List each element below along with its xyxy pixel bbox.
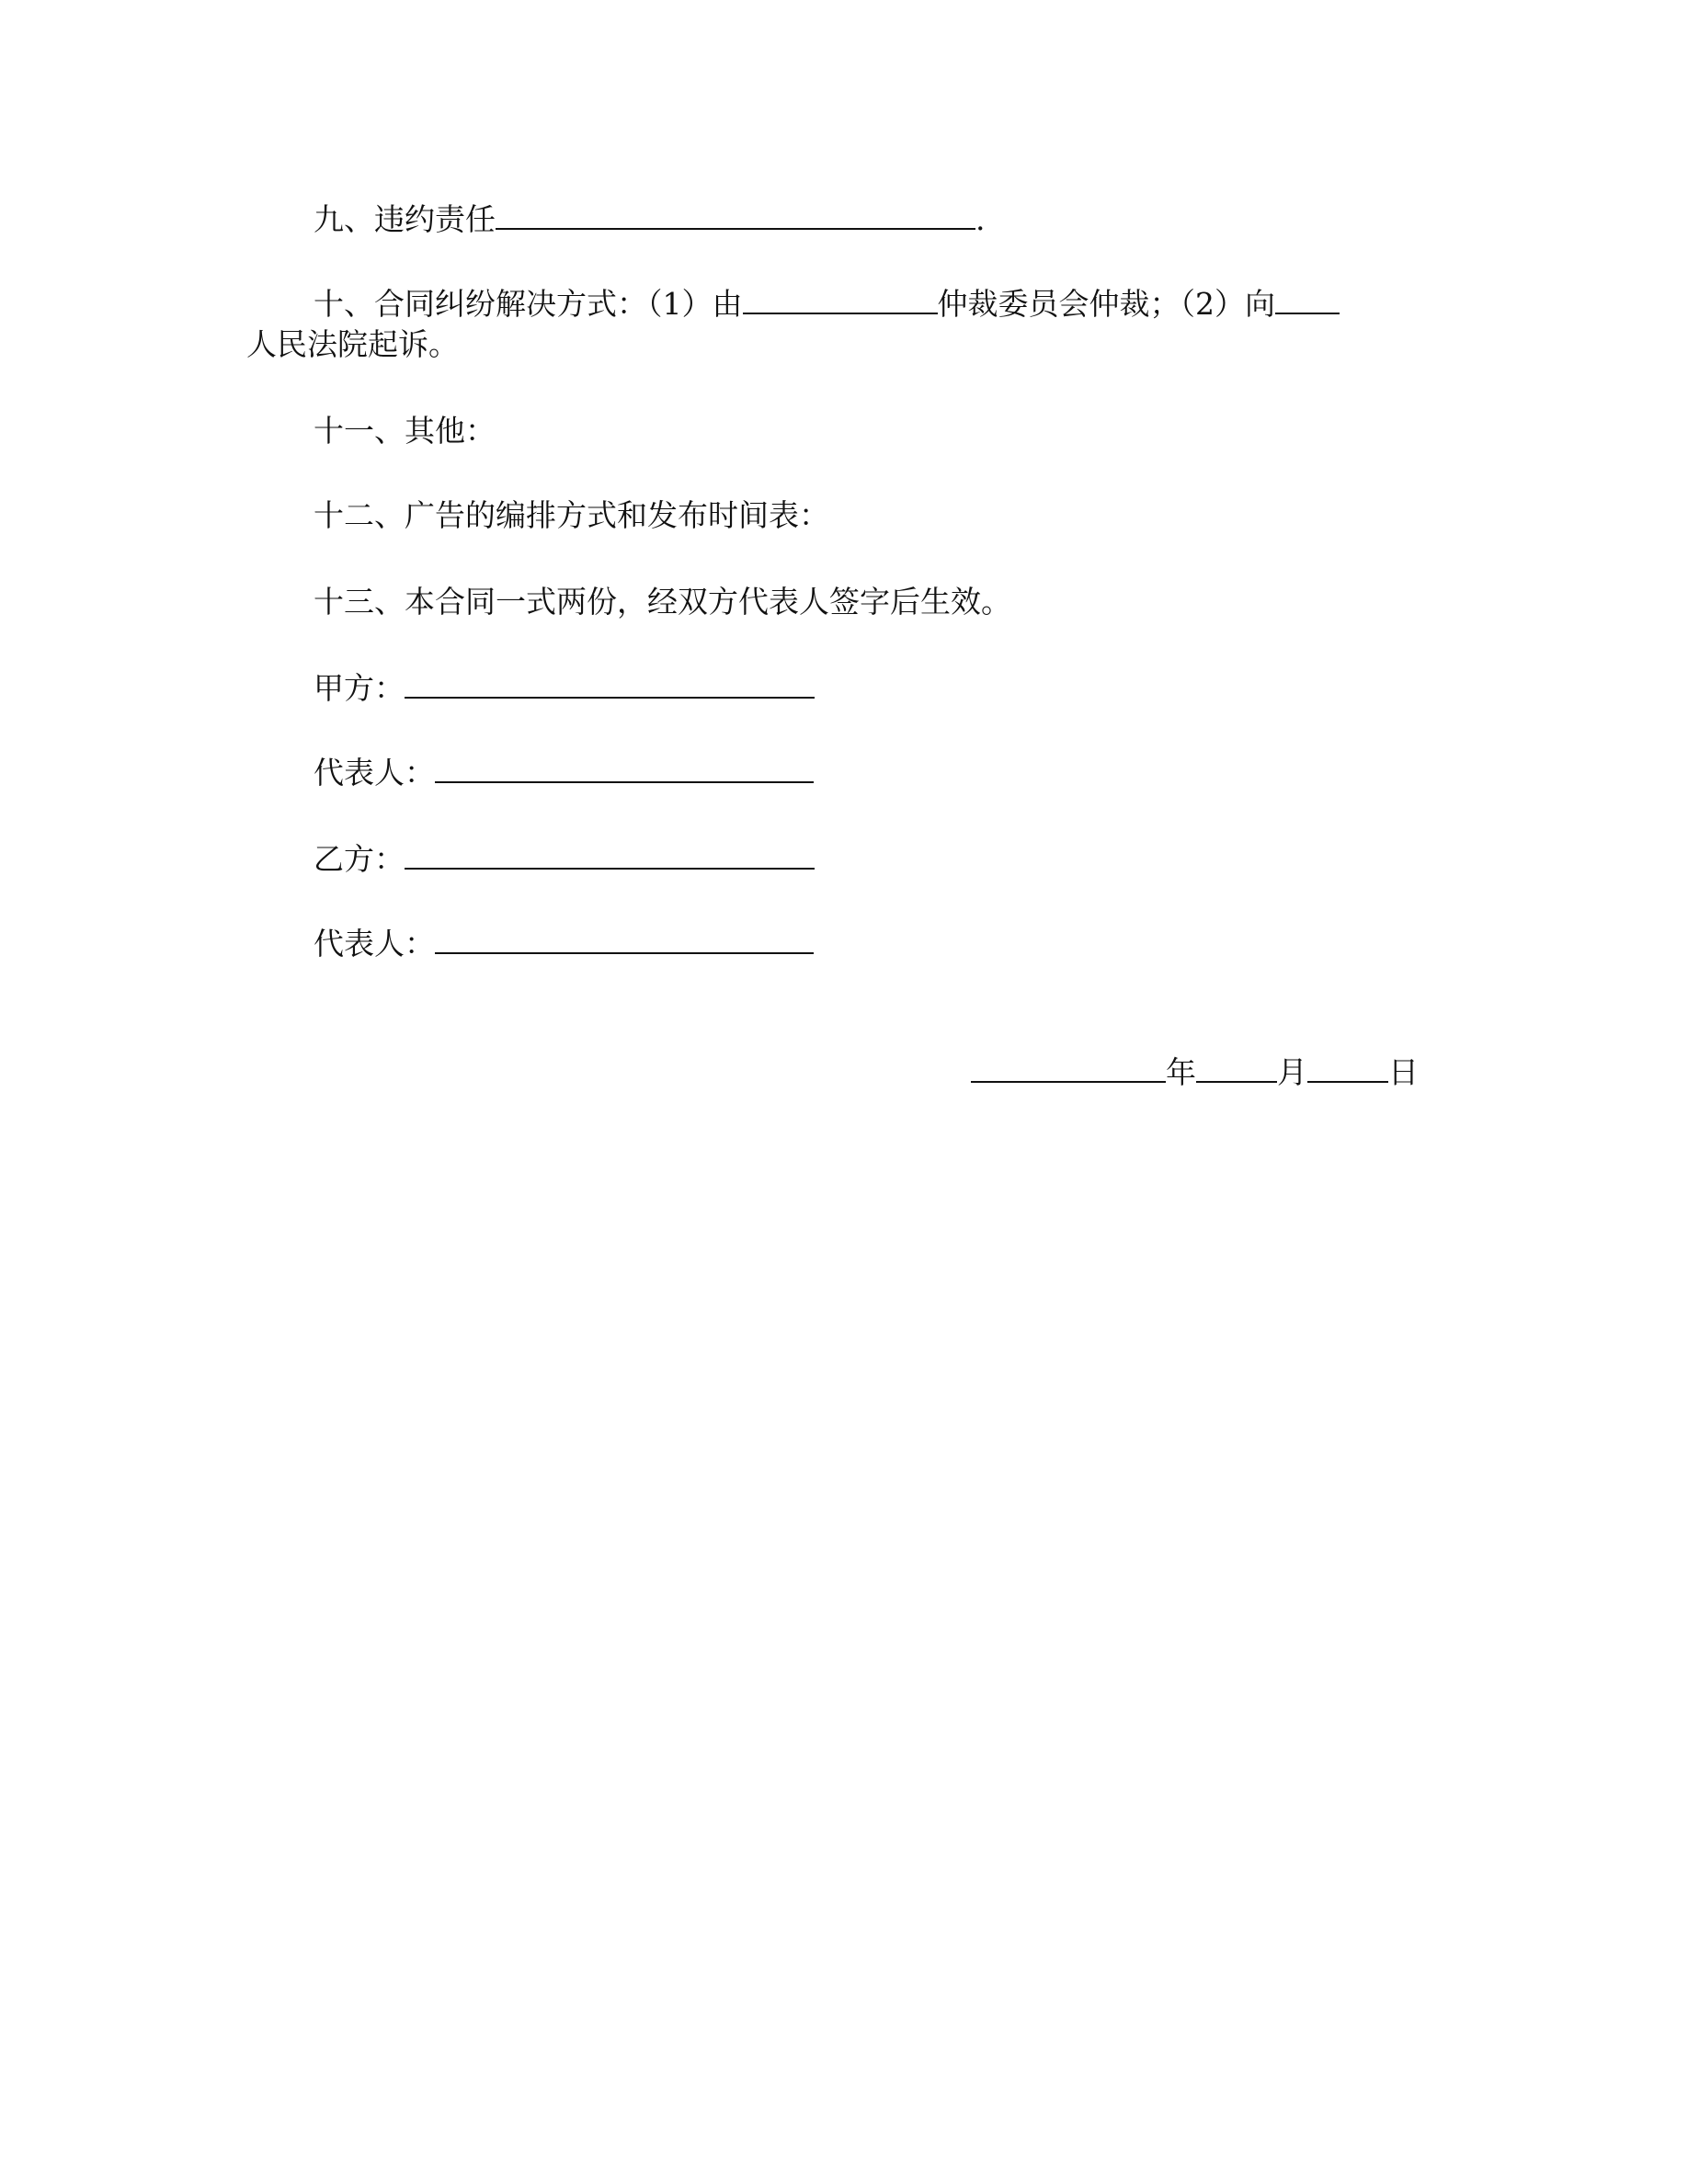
- clause-9-end: .: [975, 201, 986, 237]
- clause-11: 十一、其他：: [314, 413, 496, 449]
- party-b-blank[interactable]: [405, 836, 815, 870]
- clause-10-option-1-prefix: （1）由: [647, 286, 743, 322]
- clause-13: 十三、本合同一式两份，经双方代表人签字后生效。: [314, 584, 1011, 620]
- party-a-label: 甲方：: [314, 670, 405, 706]
- party-a-representative-blank[interactable]: [435, 750, 814, 783]
- party-b-representative-line: [314, 921, 814, 965]
- breach-liability-blank[interactable]: [496, 197, 975, 230]
- clause-10-continuation: 人民法院起诉。: [246, 326, 459, 362]
- day-blank[interactable]: [1307, 1050, 1388, 1083]
- month-label: 月: [1277, 1054, 1307, 1090]
- year-blank[interactable]: [971, 1050, 1166, 1083]
- clause-9: [314, 197, 986, 241]
- clause-12: 十二、广告的编排方式和发布时间表：: [314, 497, 829, 533]
- clause-10-option-2-prefix: （2）向: [1180, 286, 1275, 322]
- party-b-signature-line: [314, 836, 815, 881]
- year-label: 年: [1166, 1054, 1196, 1090]
- clause-9-label: 九、违约责任: [314, 201, 496, 237]
- party-a-representative-line: [314, 750, 814, 794]
- clause-10: [314, 281, 1340, 325]
- arbitration-committee-blank[interactable]: [743, 281, 938, 314]
- party-b-label: 乙方：: [314, 841, 405, 877]
- party-b-representative-label: 代表人：: [314, 926, 435, 961]
- clause-10-option-1-suffix: 仲裁委员会仲裁；: [937, 286, 1180, 322]
- date-line: [971, 1050, 1419, 1094]
- party-a-blank[interactable]: [405, 665, 815, 699]
- party-a-signature-line: [314, 665, 815, 710]
- party-a-representative-label: 代表人：: [314, 755, 435, 791]
- day-label: 日: [1388, 1054, 1419, 1090]
- month-blank[interactable]: [1196, 1050, 1277, 1083]
- court-blank[interactable]: [1275, 281, 1340, 314]
- clause-10-label: 十、合同纠纷解决方式：: [314, 286, 647, 322]
- party-b-representative-blank[interactable]: [435, 921, 814, 954]
